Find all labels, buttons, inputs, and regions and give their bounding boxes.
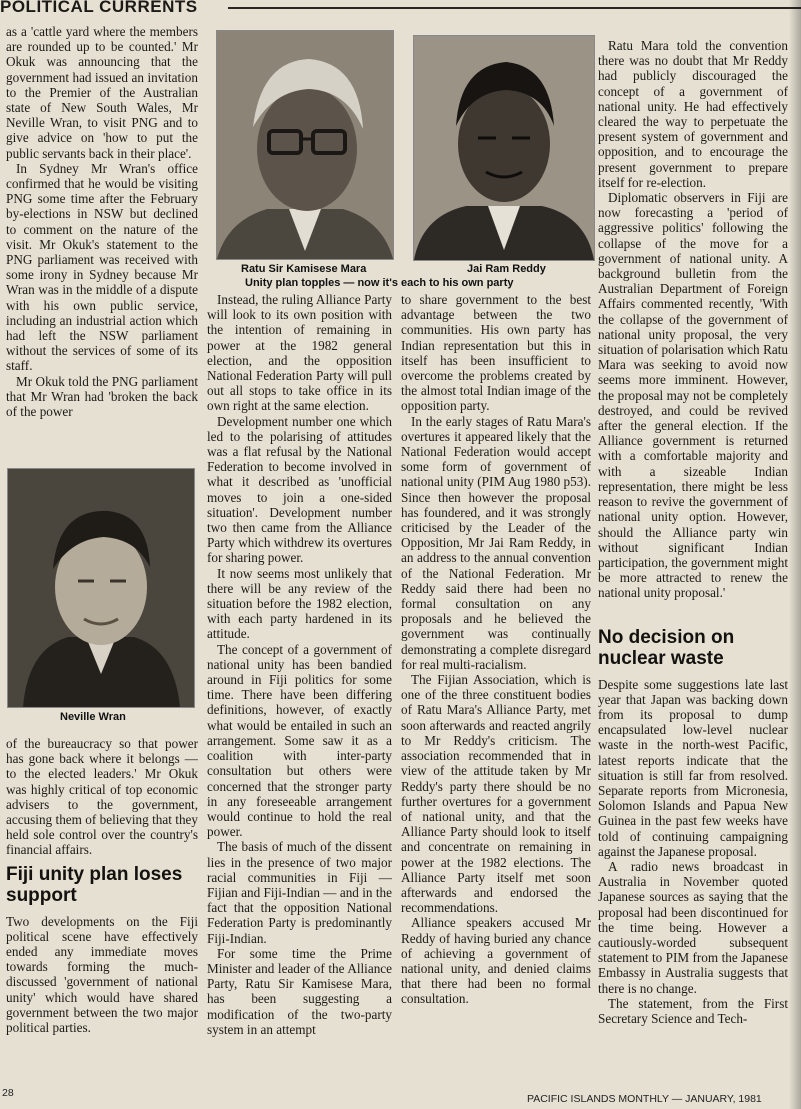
paragraph: A radio news broadcast in Australia in November quoted Japanese sources as saying that the proposal had been discontinued for the time being. However a cautiously-worded subsequent statement to PIM from the Japanese Embassy in Australia suggests that there is no change. bbox=[598, 858, 788, 996]
paragraph: to share government to the best advantage between the two communities. His own party has Indian representation but this in itself has been insufficient to overcome the problems created by the almost total Indian image of the opposition party. bbox=[401, 292, 591, 414]
paragraph: The basis of much of the dissent lies in the presence of two major racial communities in Fiji — Fijian and Fiji-Indian — and in the fact that the opposition National Federation Party is predominantly Fiji-Indian. bbox=[207, 839, 392, 946]
wran-photo bbox=[7, 468, 195, 708]
mara-photo bbox=[216, 30, 394, 260]
paragraph: Diplomatic observers in Fiji are now forecasting a 'period of aggressive politics' following the collapse of the move for a government of national unity. A background bulletin from the Australian Department of Foreign Affairs commented recently, 'With the collapse of the government of national unity proposal, the very situation of polarisation which Ratu Mara was seeking to avoid now seems more imminent. However, the proposal may not be completely destroyed, and could be revived after the general election. If the Alliance government is returned with a comfortable majority and with a sizeable Indian representation, there might be less reason to revive the government of national unity option. However, should the Alliance party win without significant Indian participation, the government might be more attracted to renew the national unity proposal.' bbox=[598, 190, 788, 601]
column-1-top bbox=[6, 24, 198, 458]
paragraph: of the bureaucracy so that power has gone back where it belongs — to the elected leaders.' Mr Okuk was highly critical of top economic advisers to the government, accusing them of believing that they held sole control over the country's financial affairs. bbox=[6, 736, 198, 858]
paragraph: Instead, the ruling Alliance Party will look to its own position with the intention of remaining in power at the 1982 general election, and the opposition National Federation Party will pull out all stops to take office in its own right at the same election. bbox=[207, 292, 392, 414]
paragraph: The statement, from the First Secretary Science and Tech- bbox=[598, 995, 788, 1026]
paragraph: Ratu Mara told the convention there was no doubt that Mr Reddy had publicly discouraged the concept of a government of national unity. He had effectively cleared the way to perpetuate the present system of government and opposition, and to encourage the present government to prepare itself for re-election. bbox=[598, 38, 788, 190]
paragraph: Mr Okuk told the PNG parliament that Mr Wran had 'broken the back of the power bbox=[6, 373, 198, 420]
wran-caption: Neville Wran bbox=[60, 711, 126, 723]
column-1-bottom bbox=[6, 736, 198, 1081]
page-number: 28 bbox=[2, 1087, 14, 1099]
paragraph: The concept of a government of national unity has been bandied around in Fiji politics for some time. There have been differing definitions, however, of exactly what would be entailed in such an arrangement. Some saw it as a coalition with inter-party consultation but others were concerned that the stronger party in any foreseeable arrangement would continue to hold the real power. bbox=[207, 641, 392, 840]
portrait-image bbox=[217, 31, 393, 259]
paragraph: For some time the Prime Minister and leader of the Alliance Party, Ratu Sir Kamisese Mara, has been suggesting a modification of the two-party system in an attempt bbox=[207, 945, 392, 1037]
paragraph: Despite some suggestions late last year that Japan was backing down from its proposal to dump encapsulated low-level nuclear waste in the north-west Pacific, latest reports indicate that the situation is still far from resolved. Separate reports from Micronesia, Solomon Islands and Papua New Guinea in the past few weeks have told of continuing campaigning against the Japanese proposal. bbox=[598, 676, 788, 859]
portrait-image bbox=[8, 469, 194, 707]
paragraph: It now seems most unlikely that there will be any review of the situation before the 1982 election, with each party hardened in its attitude. bbox=[207, 565, 392, 642]
paragraph: The Fijian Association, which is one of the three constituent bodies of Ratu Mara's Alliance Party, met soon afterwards and reacted angrily to Mr Reddy's criticism. The association recommended that in view of the attitude taken by Mr Reddy's party there should be no further overtures for a government of national unity, and that the Alliance Party should look to itself and concentrate on remaining in power at the 1982 elections. The Alliance Party itself met soon afterwards and endorsed the recommendations. bbox=[401, 672, 591, 916]
header-rule bbox=[228, 7, 801, 9]
section-header: POLITICAL CURRENTS bbox=[0, 0, 198, 16]
paragraph: In the early stages of Ratu Mara's overtures it appeared likely that the National Federation would accept some form of government of national unity (PIM Aug 1980 p53). Since then however the proposal has foundered, and it was strongly criticised by the Leader of the Opposition, Mr Jai Ram Reddy, in an address to the annual convention of the National Federation. Mr Reddy said there had been no formal consultation on any proposals and he believed the government was continually demonstrating a complete disregard for real multi-racialism. bbox=[401, 413, 591, 672]
reddy-photo bbox=[413, 35, 595, 261]
page-edge-shadow bbox=[789, 0, 801, 1109]
portrait-image bbox=[414, 36, 594, 260]
paragraph: Development number one which led to the polarising of attitudes was a flat refusal by the National Federation to become involved in what it described as 'unofficial moves to join a one-sided situation'. Development number two then came from the Alliance Party which withdrew its overtures for sharing power. bbox=[207, 413, 392, 566]
paragraph: Alliance speakers accused Mr Reddy of having buried any chance of achieving a government of national unity, and denied claims that there had been no formal consultation. bbox=[401, 915, 591, 1007]
paragraph: Two developments on the Fiji political scene have effectively ended any immediate moves towards forming the much-discussed 'government of national unity' which would have shared government between the two major political parties. bbox=[6, 913, 198, 1036]
nuclear-heading: No decision on nuclear waste bbox=[598, 626, 735, 669]
reddy-caption: Jai Ram Reddy bbox=[467, 263, 546, 275]
fiji-heading: Fiji unity plan loses support bbox=[6, 863, 183, 906]
column-2 bbox=[207, 292, 392, 1078]
banner-caption: Unity plan topples — now it's each to his own party bbox=[245, 277, 514, 289]
masthead-footer: PACIFIC ISLANDS MONTHLY — JANUARY, 1981 bbox=[527, 1093, 762, 1105]
paragraph: as a 'cattle yard where the members are rounded up to be counted.' Mr Okuk was announcing that the government had issued an invitation to the Premier of the Australian state of New South Wales, Mr Neville Wran, to visit PNG and to give advice on 'how to put the public servants back in their place'. bbox=[6, 24, 198, 161]
paragraph: In Sydney Mr Wran's office confirmed that he would be visiting PNG some time after the February by-elections in NSW but declined to comment on the nature of the visit. Mr Okuk's statement to the PNG parliament was received with some irony in Sydney because Mr Wran was in the middle of a dispute with his own public service, including an industrial action which had left the NSW parliament without the services of some of its staff. bbox=[6, 160, 198, 374]
mara-caption: Ratu Sir Kamisese Mara bbox=[241, 263, 367, 275]
column-4 bbox=[598, 38, 788, 1084]
column-3 bbox=[401, 292, 591, 1078]
